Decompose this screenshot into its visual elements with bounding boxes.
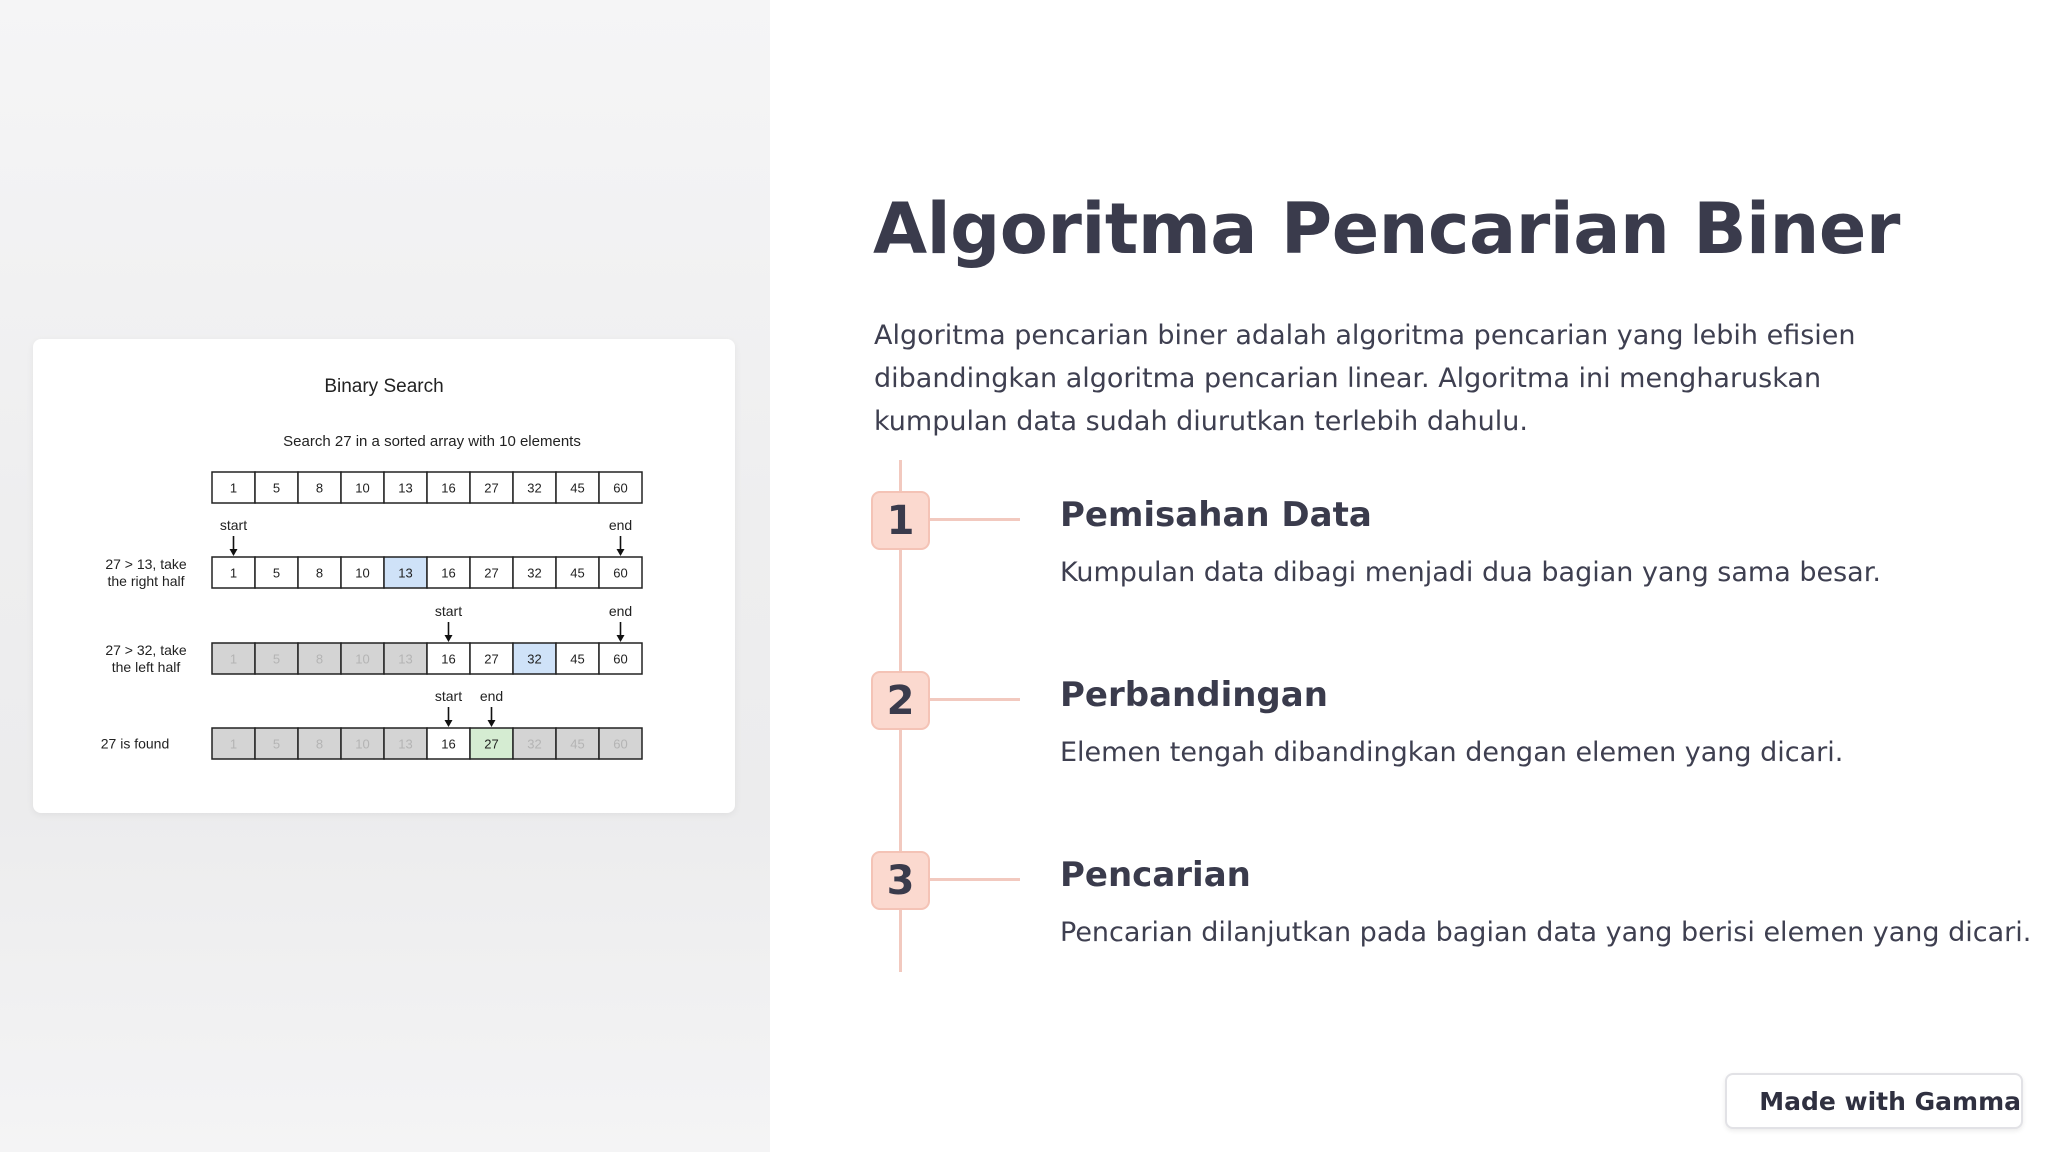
intro-paragraph: Algoritma pencarian biner adalah algoritma pencarian yang lebih efisien dibandingkan algoritma pencarian linear. Algoritma ini mengharuskan kumpulan data sudah diurutkan terlebih dahulu. xyxy=(874,320,1856,437)
array-cell-value: 1 xyxy=(229,480,238,496)
array-cell-value: 45 xyxy=(570,480,585,496)
array-cell-value: 13 xyxy=(398,565,413,581)
array-cell-value: 10 xyxy=(355,651,370,667)
array-cell-value: 10 xyxy=(355,480,370,496)
array-cell-value: 60 xyxy=(613,480,628,496)
pointer-label: end xyxy=(479,688,504,704)
array-cell-value: 32 xyxy=(527,736,542,752)
array-cell-value: 1 xyxy=(229,565,238,581)
pointer-arrowhead xyxy=(488,720,496,727)
array-cell-value: 45 xyxy=(570,565,585,581)
array-cell-value: 8 xyxy=(315,736,324,752)
array-cell-value: 1 xyxy=(229,736,238,752)
array-cell-value: 5 xyxy=(272,480,281,496)
pointer-label: start xyxy=(434,603,463,619)
pointer-label: end xyxy=(608,603,633,619)
badge-label: Made with Gamma xyxy=(1759,1086,2021,1116)
array-cell-value: 45 xyxy=(570,736,585,752)
pointer-arrowhead xyxy=(617,549,625,556)
image-panel xyxy=(0,0,770,1152)
step-2-description: Elemen tengah dibandingkan dengan elemen yang dicari. xyxy=(1060,737,1844,768)
array-cell-value: 32 xyxy=(527,565,542,581)
array-cell-value: 16 xyxy=(441,565,456,581)
array-cell-value: 16 xyxy=(441,480,456,496)
row-label: 27 > 13, take xyxy=(105,556,187,572)
pointer-label: end xyxy=(608,517,633,533)
array-cell-value: 60 xyxy=(613,736,628,752)
array-cell-value: 27 xyxy=(484,480,499,496)
array-cell-value: 27 xyxy=(484,651,499,667)
step-3-title: Pencarian xyxy=(1060,855,1251,895)
step-2-title: Perbandingan xyxy=(1060,675,1328,715)
step-2-number: 2 xyxy=(871,671,930,730)
diagram-subtitle: Search 27 in a sorted array with 10 elements xyxy=(283,433,581,450)
row-label: 27 > 32, take xyxy=(105,642,187,658)
page-title: Algoritma Pencarian Biner xyxy=(873,188,1900,270)
step-3-connector xyxy=(930,878,1020,881)
array-cell-value: 10 xyxy=(355,736,370,752)
made-with-gamma-button[interactable] xyxy=(1725,1073,2023,1129)
step-1-description: Kumpulan data dibagi menjadi dua bagian yang sama besar. xyxy=(1060,557,1881,588)
pointer-arrowhead xyxy=(445,635,453,642)
binary-search-diagram xyxy=(33,339,735,813)
row-label: the left half xyxy=(111,659,181,675)
array-cell-value: 60 xyxy=(613,651,628,667)
array-cell-value: 60 xyxy=(613,565,628,581)
step-1-title: Pemisahan Data xyxy=(1060,495,1372,535)
array-cell-value: 8 xyxy=(315,651,324,667)
binary-search-illustration xyxy=(33,339,735,813)
row-label: the right half xyxy=(107,573,185,589)
pointer-arrowhead xyxy=(445,720,453,727)
array-cell-value: 45 xyxy=(570,651,585,667)
step-2-connector xyxy=(930,698,1020,701)
array-cell-value: 5 xyxy=(272,651,281,667)
row-label: 27 is found xyxy=(100,735,170,752)
step-1-connector xyxy=(930,518,1020,521)
array-cell-value: 10 xyxy=(355,565,370,581)
array-cell-value: 16 xyxy=(441,736,456,752)
array-cell-value: 1 xyxy=(229,651,238,667)
array-cell-value: 27 xyxy=(484,736,499,752)
step-1-number: 1 xyxy=(871,491,930,550)
array-cell-value: 13 xyxy=(398,480,413,496)
array-cell-value: 13 xyxy=(398,651,413,667)
pointer-label: start xyxy=(219,517,248,533)
array-cell-value: 16 xyxy=(441,651,456,667)
array-cell-value: 32 xyxy=(527,480,542,496)
pointer-label: start xyxy=(434,688,463,704)
array-cell-value: 5 xyxy=(272,565,281,581)
pointer-arrowhead xyxy=(617,635,625,642)
pointer-arrowhead xyxy=(230,549,238,556)
diagram-title: Binary Search xyxy=(324,376,444,397)
array-cell-value: 27 xyxy=(484,565,499,581)
step-3-number: 3 xyxy=(871,851,930,910)
array-cell-value: 32 xyxy=(527,651,542,667)
array-cell-value: 8 xyxy=(315,480,324,496)
array-cell-value: 8 xyxy=(315,565,324,581)
array-cell-value: 13 xyxy=(398,736,413,752)
array-cell-value: 5 xyxy=(272,736,281,752)
step-3-description: Pencarian dilanjutkan pada bagian data yang berisi elemen yang dicari. xyxy=(1060,917,2032,948)
